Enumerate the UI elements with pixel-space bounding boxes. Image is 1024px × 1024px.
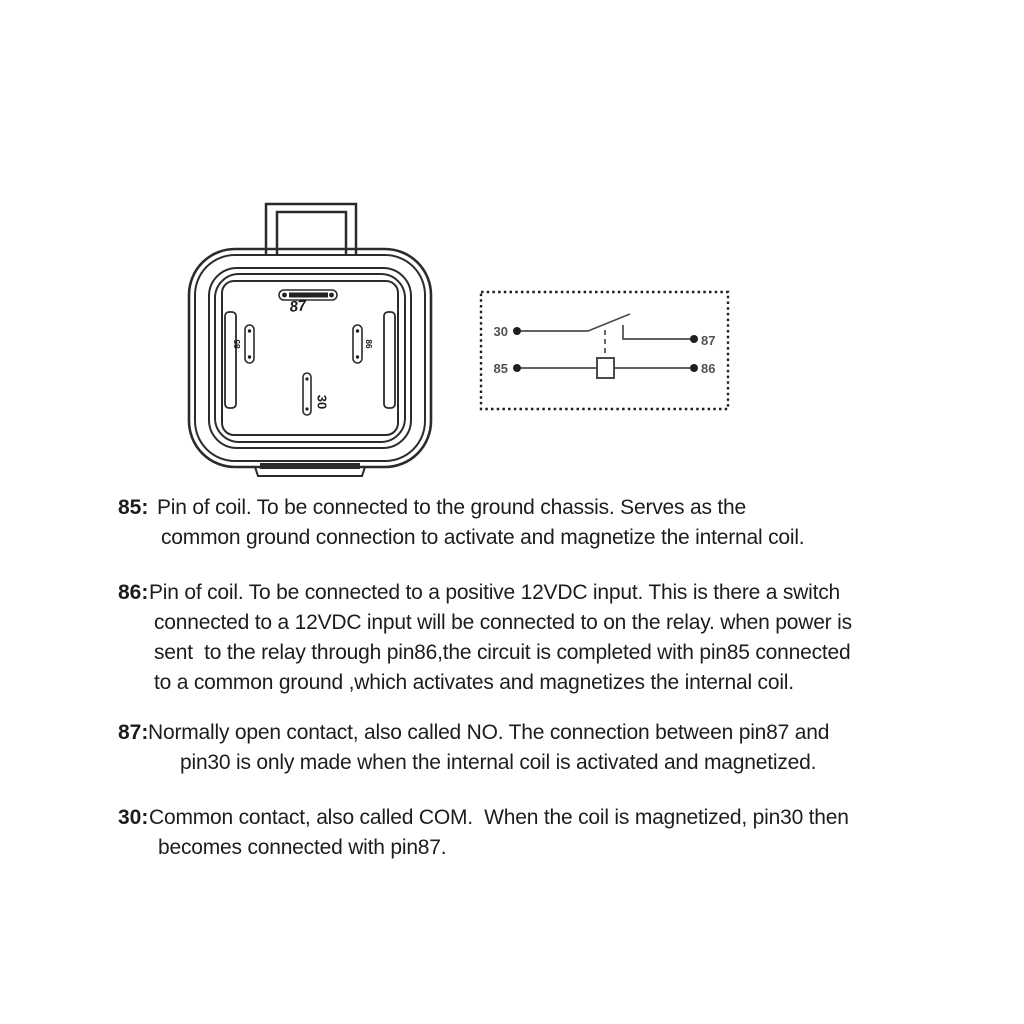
pin-85-description-label: 85: bbox=[118, 496, 149, 519]
pin-30-slot bbox=[303, 373, 311, 415]
relay-schematic bbox=[475, 285, 740, 420]
pin-86-label: 86 bbox=[363, 339, 373, 349]
pin-87-label: 87 bbox=[288, 297, 308, 316]
pin-86-description-line: connected to a 12VDC input will be connected to on the relay. when power is bbox=[154, 611, 852, 634]
pin-87-slot bbox=[279, 290, 337, 300]
pin-86-description-line: to a common ground ,which activates and magnetizes the internal coil. bbox=[154, 671, 794, 694]
pin-85-label: 85 bbox=[233, 339, 243, 349]
terminal-87-contact bbox=[623, 325, 690, 339]
connector-side-rails bbox=[225, 312, 395, 408]
pin-86-description-label: 86: bbox=[118, 581, 149, 604]
coil-symbol bbox=[597, 358, 614, 378]
terminal-87-label: 87 bbox=[701, 333, 716, 348]
pin-87-description-label: 87: bbox=[118, 721, 149, 744]
terminal-85-label: 85 bbox=[493, 361, 508, 376]
pin-30-description bbox=[118, 806, 938, 866]
terminal-86-label: 86 bbox=[701, 361, 716, 376]
pin-85-description-line: Pin of coil. To be connected to the ground chassis. Serves as the bbox=[157, 496, 746, 519]
pin-30-description-line: Common contact, also called COM. When the coil is magnetized, pin30 then bbox=[149, 806, 849, 829]
pin-86-description-line: Pin of coil. To be connected to a positive 12VDC input. This is there a switch bbox=[149, 581, 841, 604]
terminal-30-dot bbox=[513, 327, 521, 335]
pin-87-description-line: Normally open contact, also called NO. The connection between pin87 and bbox=[148, 721, 830, 744]
pin-87-description bbox=[118, 721, 938, 781]
pin-30-label: 30 bbox=[314, 394, 330, 410]
pin-86-description bbox=[118, 581, 938, 701]
pin-85-description-line: common ground connection to activate and magnetize the internal coil. bbox=[161, 526, 805, 549]
pin-86-description-line: sent to the relay through pin86,the circuit is completed with pin85 connected bbox=[154, 641, 851, 664]
terminal-30-label: 30 bbox=[493, 324, 508, 339]
pin-30-description-line: becomes connected with pin87. bbox=[158, 836, 447, 859]
pin-85-slot bbox=[245, 325, 254, 363]
connector-bottom-tab bbox=[255, 463, 365, 476]
pin-87-description-line: pin30 is only made when the internal coil is activated and magnetized. bbox=[180, 751, 817, 774]
pin-30-description-label: 30: bbox=[118, 806, 149, 829]
terminal-85-dot bbox=[513, 364, 521, 372]
pin-85-description bbox=[118, 496, 938, 556]
pin-86-slot bbox=[353, 325, 362, 363]
terminal-87-dot bbox=[690, 335, 698, 343]
terminal-86-dot bbox=[690, 364, 698, 372]
relay-connector-diagram bbox=[185, 196, 437, 480]
